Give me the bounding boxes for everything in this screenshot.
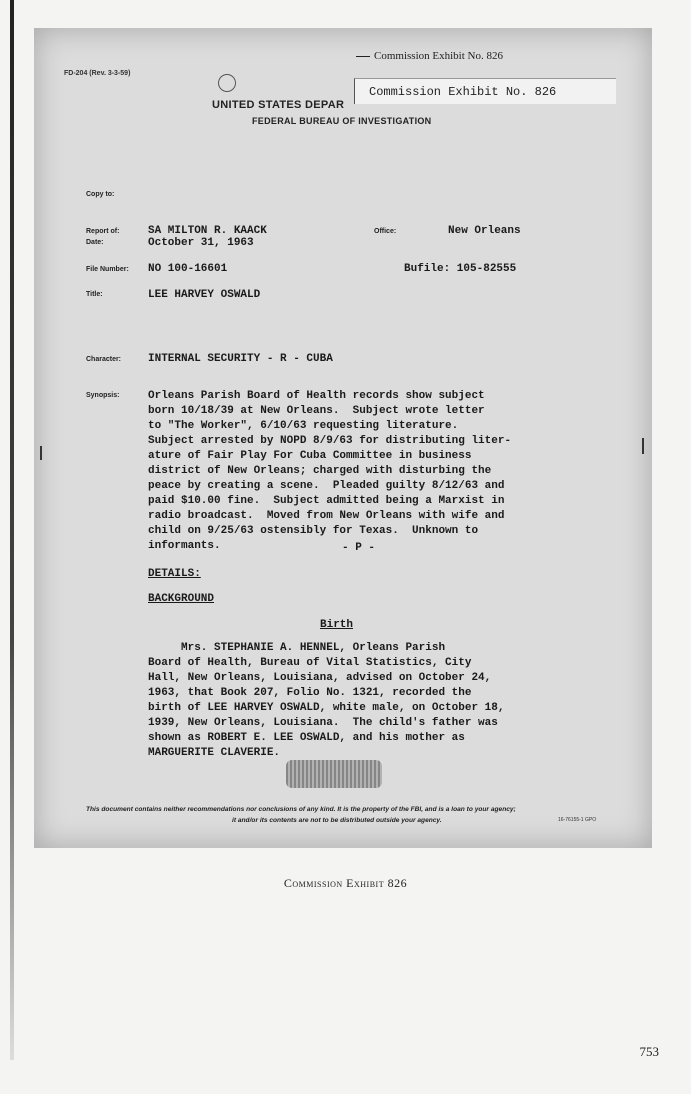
title-label: Title: <box>86 291 103 298</box>
bufile-value: Bufile: 105-82555 <box>404 263 517 275</box>
margin-bracket-right <box>642 438 644 454</box>
document-page <box>34 28 652 848</box>
scan-edge <box>10 0 14 1060</box>
agency-name: UNITED STATES DEPAR <box>212 99 345 111</box>
exhibit-label-box: Commission Exhibit No. 826 <box>354 78 616 104</box>
background-heading: BACKGROUND <box>148 593 215 605</box>
file-number-label: File Number: <box>86 266 129 273</box>
footer-notice-line2: it and/or its contents are not to be distributed outside your agency. <box>232 817 442 824</box>
bureau-name: FEDERAL BUREAU OF INVESTIGATION <box>252 116 432 126</box>
character-value: INTERNAL SECURITY - R - CUBA <box>148 353 333 365</box>
office-value: New Orleans <box>448 225 521 237</box>
date-label: Date: <box>86 239 104 246</box>
punch-hole <box>218 74 236 92</box>
copy-to-label: Copy to: <box>86 191 115 198</box>
page-number: 753 <box>639 1044 659 1059</box>
exhibit-caption: Commission Exhibit 826 <box>283 876 408 890</box>
birth-heading: Birth <box>320 619 354 631</box>
birth-paragraph: Mrs. STEPHANIE A. HENNEL, Orleans Parish Board of Health, Bureau of Vital Statistics, City Hall, New Orleans, Louisiana, advised on October 24, 1963, that Book 207, Folio No. 1321, recorded the birth of LEE HARVEY OSWALD, white male, on October 18, 1939, New Orleans, Louisiana. The child's father was shown as ROBERT E. LEE OSWALD, and his mother as MARGUERITE CLAVERIE. <box>148 642 505 759</box>
footer-print-code: 16-76155-1 GPO <box>558 817 597 823</box>
details-heading: DETAILS: <box>148 568 201 580</box>
page-marker: - P - <box>342 542 376 554</box>
form-number: FD-204 (Rev. 3-3-59) <box>64 70 131 77</box>
report-of-value: SA MILTON R. KAACK <box>148 225 267 237</box>
synopsis-text: Orleans Parish Board of Health records show subject born 10/18/39 at New Orleans. Subject wrote letter to "The Worker", 6/10/63 requesting literature. Subject arrested by NOPD 8/9/63 for distributing liter- ature of Fair Play For Cuba Committee in business district of New Orleans; charged with disturbing the peace by creating a scene. Pleaded guilty 8/12/63 and paid $10.00 fine. Subject admitted being a Marxist in radio broadcast. Moved from New Orleans with wife and child on 9/25/63 ostensibly for Texas. Unknown to informants. <box>148 390 512 552</box>
office-label: Office: <box>374 228 397 235</box>
exhibit-top-label: Commission Exhibit No. 826 <box>356 50 503 62</box>
file-number-value: NO 100-16601 <box>148 263 228 275</box>
synopsis-label: Synopsis: <box>86 392 120 399</box>
report-of-label: Report of: <box>86 228 120 235</box>
character-label: Character: <box>86 356 122 363</box>
title-value: LEE HARVEY OSWALD <box>148 289 261 301</box>
margin-bracket-left <box>40 446 42 460</box>
date-value: October 31, 1963 <box>148 237 254 249</box>
footer-notice-line1: This document contains neither recommendations nor conclusions of any kind. It is the property of the FBI, and is a loan to your agency; <box>86 806 516 813</box>
confidential-stamp <box>286 760 382 788</box>
